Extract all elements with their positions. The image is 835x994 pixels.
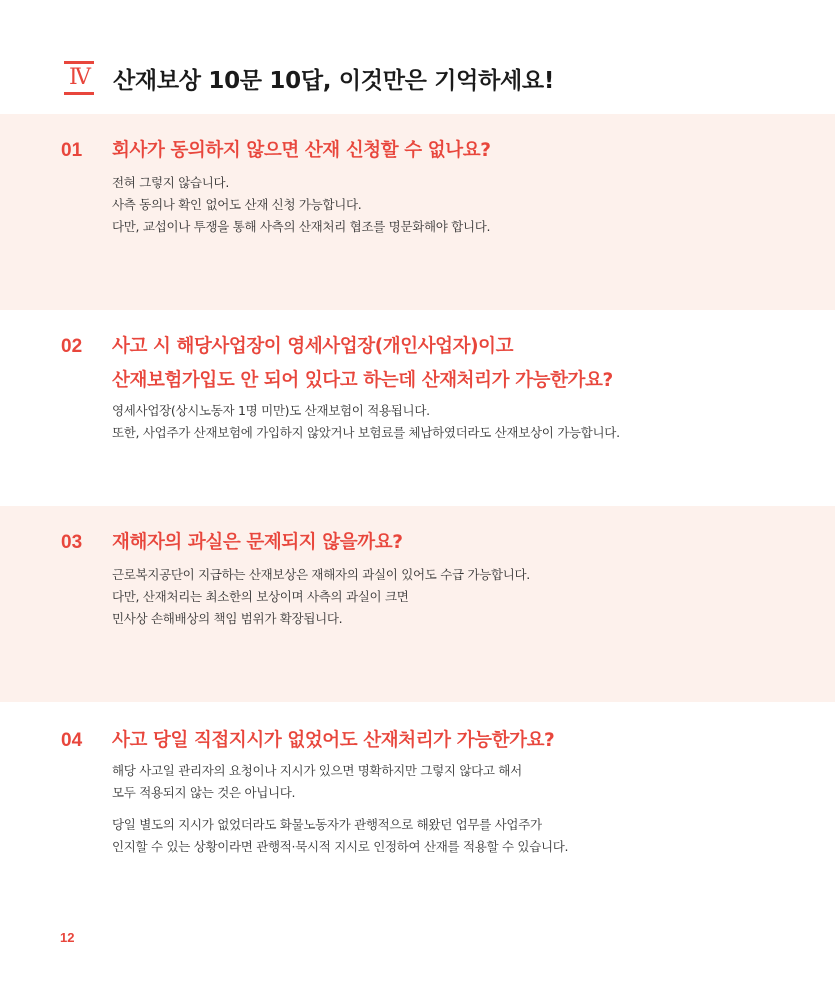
- question-number: 01: [61, 140, 83, 161]
- answer-line: 다만, 산재처리는 최소한의 보상이며 사측의 과실이 크면: [112, 589, 409, 604]
- question-line: 산재보험가입도 안 되어 있다고 하는데 산재처리가 가능한가요?: [112, 370, 613, 391]
- qa-section-04: [0, 702, 835, 902]
- question-line: 회사가 동의하지 않으면 산재 신청할 수 없나요?: [112, 140, 491, 161]
- question-line: 사고 당일 직접지시가 없었어도 산재처리가 가능한가요?: [112, 730, 555, 751]
- page-title: 산재보상 10문 10답, 이것만은 기억하세요!: [113, 67, 555, 94]
- question-title: [112, 724, 554, 758]
- qa-section-03: [0, 506, 835, 702]
- answer-line: 인지할 수 있는 상황이라면 관행적·묵시적 지시로 인정하여 산재를 적용할 수 있습니다.: [112, 839, 569, 854]
- answer-line: 해당 사고일 관리자의 요청이나 지시가 있으면 명확하지만 그렇지 않다고 해서: [112, 763, 522, 778]
- answer-line: 영세사업장(상시노동자 1명 미만)도 산재보험이 적용됩니다.: [112, 403, 430, 418]
- answer-text-continued: [112, 814, 568, 858]
- question-number: 04: [61, 730, 83, 751]
- question-line: 재해자의 과실은 문제되지 않을까요?: [112, 532, 403, 553]
- answer-line: 또한, 사업주가 산재보험에 가입하지 않았거나 보험료를 체납하였더라도 산재보상이 가능합니다.: [112, 425, 620, 440]
- question-line: 사고 시 해당사업장이 영세사업장(개인사업자)이고: [112, 336, 514, 357]
- answer-line: 민사상 손해배상의 책임 범위가 확장됩니다.: [112, 611, 343, 626]
- answer-text: [112, 400, 620, 444]
- answer-line: 당일 별도의 지시가 없었더라도 화물노동자가 관행적으로 해왔던 업무를 사업주가: [112, 817, 542, 832]
- qa-section-01: [0, 114, 835, 310]
- question-title: [112, 526, 403, 560]
- page-number: 12: [60, 930, 75, 945]
- question-title: [112, 134, 491, 168]
- question-number: 03: [61, 532, 83, 553]
- answer-text: [112, 172, 490, 238]
- answer-line: 다만, 교섭이나 투쟁을 통해 사측의 산재처리 협조를 명문화해야 합니다.: [112, 219, 491, 234]
- answer-line: 근로복지공단이 지급하는 산재보상은 재해자의 과실이 있어도 수급 가능합니다.: [112, 567, 530, 582]
- question-title: [112, 330, 613, 398]
- answer-line: 모두 적용되지 않는 것은 아닙니다.: [112, 785, 296, 800]
- question-number: 02: [61, 336, 83, 357]
- answer-text: [112, 564, 530, 630]
- answer-line: 전혀 그렇지 않습니다.: [112, 175, 229, 190]
- answer-line: 사측 동의나 확인 없어도 산재 신청 가능합니다.: [112, 197, 362, 212]
- answer-text: [112, 760, 522, 804]
- qa-section-02: [0, 310, 835, 506]
- chapter-numeral: Ⅳ: [64, 61, 94, 95]
- chapter-header: [64, 58, 554, 98]
